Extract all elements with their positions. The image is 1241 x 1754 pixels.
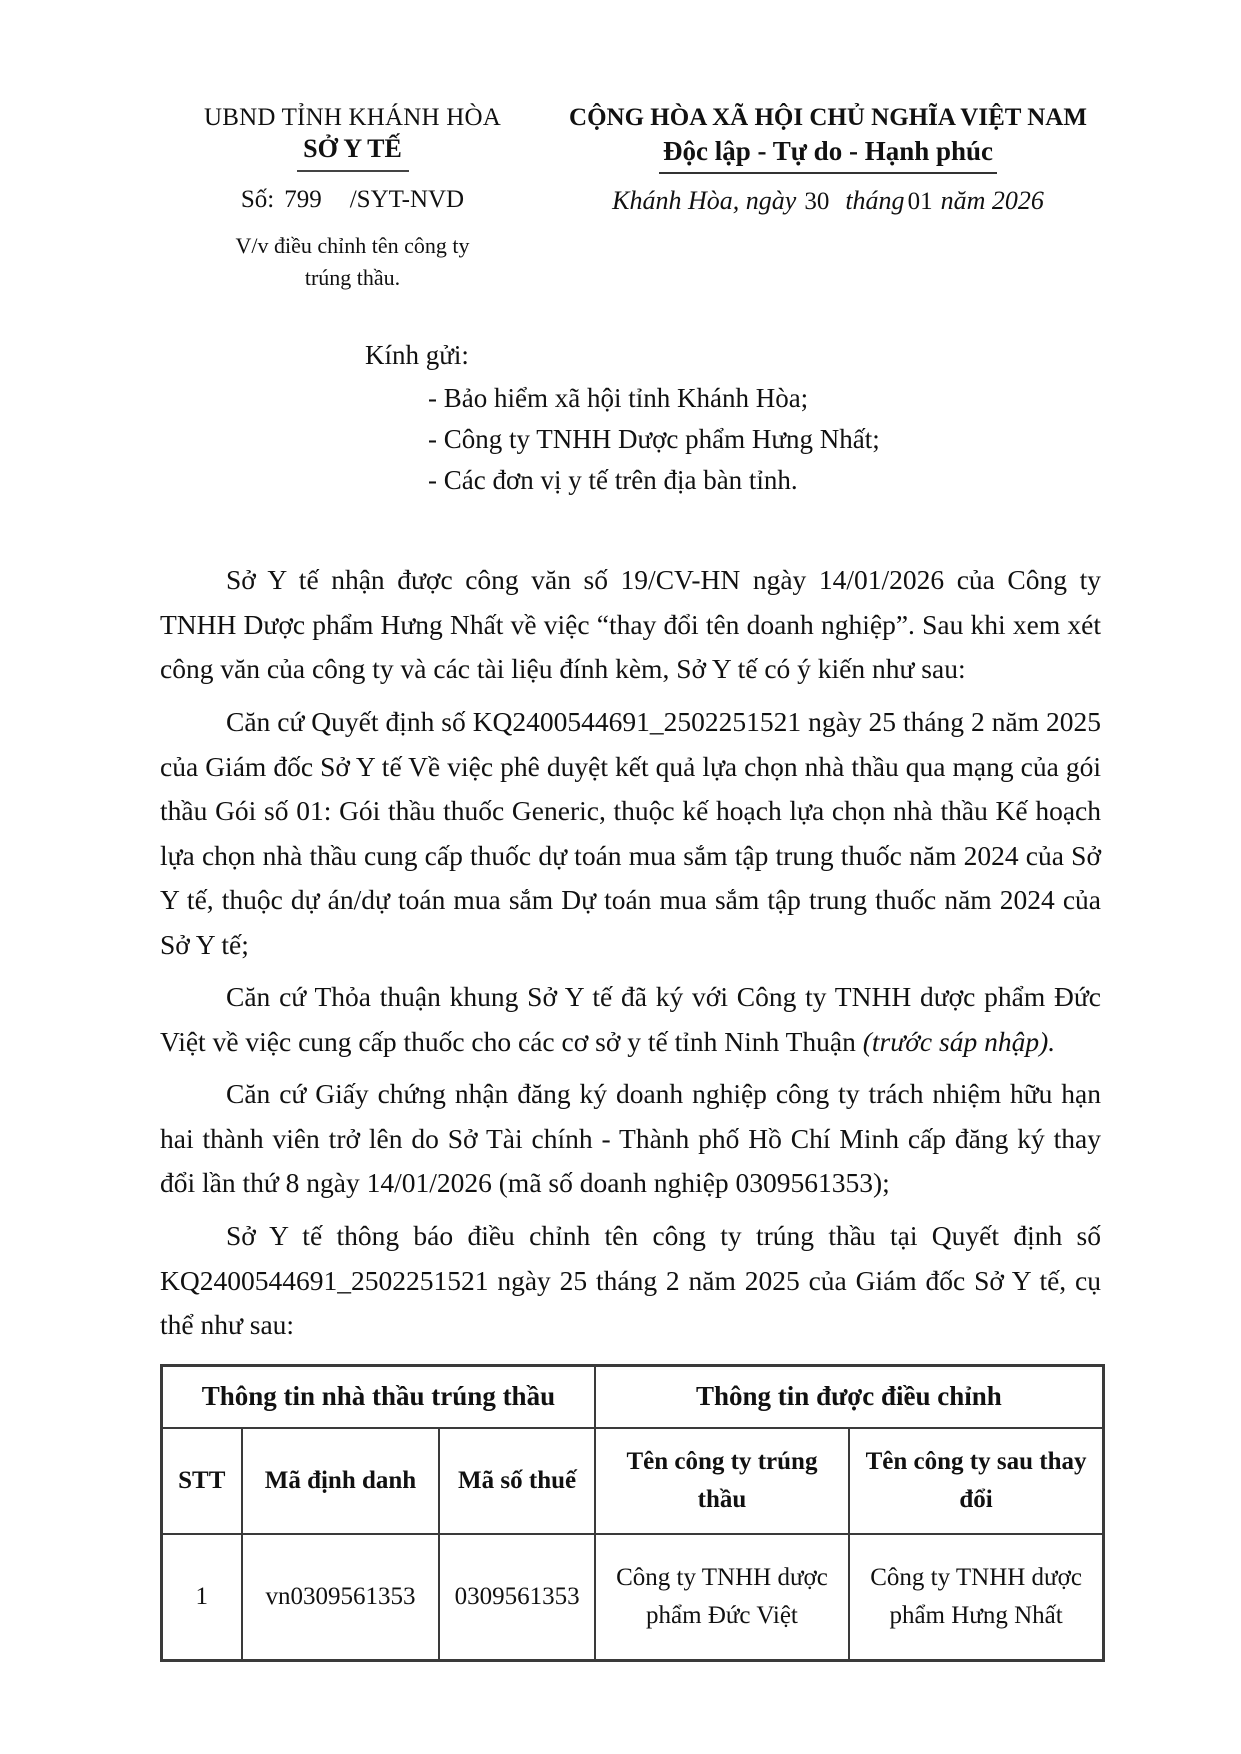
paragraph-text: Sở Y tế nhận được công văn số 19/CV-HN ngày 14/01/2026 của Công ty TNHH Dược phẩm Hưng Nhất về việc “thay đổi tên doanh nghiệp”. Sau khi xem xét công văn của công ty và các tài liệu đính kèm, Sở Y tế có ý kiến như sau: (160, 564, 1101, 685)
place-day-label: Khánh Hòa, ngày (612, 186, 797, 215)
cell-ten-cong-ty-sau-thay-doi: Công ty TNHH dược phẩm Hưng Nhất (849, 1534, 1103, 1661)
merged-header-adjusted-info: Thông tin được điều chỉnh (595, 1365, 1104, 1428)
column-header-ma-so-thue: Mã số thuế (439, 1428, 594, 1534)
document-subject-line2: trúng thầu. (304, 264, 401, 290)
org-parent-name: UBND TỈNH KHÁNH HÒA (203, 104, 502, 131)
national-header-block (525, 104, 1101, 216)
body-paragraph (160, 558, 1101, 692)
document-subject (180, 230, 525, 294)
column-header-ten-cong-ty-trung-thau: Tên công ty trúng thầu (595, 1428, 849, 1534)
column-header-ma-dinh-danh: Mã định danh (242, 1428, 440, 1534)
date-year-label: năm (940, 186, 986, 215)
table-column-header-row (162, 1428, 1104, 1534)
body-paragraph (160, 700, 1101, 967)
date-month-label: tháng (845, 186, 905, 215)
cell-stt: 1 (162, 1534, 242, 1661)
document-number: 799 (284, 186, 322, 213)
document-body (160, 558, 1101, 1347)
cell-ma-dinh-danh: vn0309561353 (242, 1534, 440, 1661)
date-day: 30 (804, 188, 830, 215)
recipients-block (160, 336, 1101, 501)
national-title: CỘNG HÒA XÃ HỘI CHỦ NGHĨA VIỆT NAM (569, 104, 1087, 131)
body-paragraph (160, 1072, 1101, 1206)
date-year: 2026 (991, 186, 1044, 215)
recipients-list (428, 379, 1101, 500)
recipient-item: - Các đơn vị y tế trên địa bàn tỉnh. (428, 465, 798, 496)
cell-ma-so-thue: 0309561353 (439, 1534, 594, 1661)
column-header-ten-cong-ty-sau-thay-doi: Tên công ty sau thay đổi (849, 1428, 1103, 1534)
recipients-label: Kính gửi: (365, 339, 469, 370)
paragraph-text: Căn cứ Thỏa thuận khung Sở Y tế đã ký với Công ty TNHH dược phẩm Đức Việt về việc cung cấp thuốc cho các cơ sở y tế tỉnh Ninh Thuận (160, 981, 1101, 1057)
place-date-line (555, 186, 1101, 216)
paragraph-text: Sở Y tế thông báo điều chỉnh tên công ty trúng thầu tại Quyết định số KQ2400544691_2502251521 ngày 25 tháng 2 năm 2025 của Giám đốc Sở Y tế, cụ thể như sau: (160, 1220, 1101, 1341)
column-header-stt: STT (162, 1428, 242, 1534)
merged-header-contractor-info: Thông tin nhà thầu trúng thầu (162, 1365, 595, 1428)
table-merged-header-row (162, 1365, 1104, 1428)
paragraph-text: Căn cứ Giấy chứng nhận đăng ký doanh nghiệp công ty trách nhiệm hữu hạn hai thành viên trở lên do Sở Tài chính - Thành phố Hồ Chí Minh cấp đăng ký thay đổi lần thứ 8 ngày 14/01/2026 (mã số doanh nghiệp 0309561353); (160, 1078, 1101, 1199)
issuing-org-block (160, 104, 525, 294)
body-paragraph (160, 975, 1101, 1064)
document-number-suffix: /SYT-NVD (349, 186, 465, 213)
org-name-underline (297, 170, 409, 172)
national-motto: Độc lập - Tự do - Hạnh phúc (659, 136, 997, 174)
recipient-item: - Công ty TNHH Dược phẩm Hưng Nhất; (428, 424, 880, 455)
body-paragraph (160, 1214, 1101, 1348)
document-number-label: Số: (240, 186, 275, 213)
paragraph-italic-text: (trước sáp nhập). (862, 1025, 1056, 1057)
org-name: SỞ Y TẾ (303, 134, 402, 163)
document-subject-line1: V/v điều chỉnh tên công ty (235, 233, 470, 258)
document-header (160, 104, 1101, 294)
paragraph-text: Căn cứ Quyết định số KQ2400544691_2502251521 ngày 25 tháng 2 năm 2025 của Giám đốc Sở Y tế Về việc phê duyệt kết quả lựa chọn nhà thầu qua mạng của gói thầu Gói số 01: Gói thầu thuốc Generic, thuộc kế hoạch lựa chọn nhà thầu Kế hoạch lựa chọn nhà thầu cung cấp thuốc dự toán mua sắm tập trung thuốc năm 2024 của Sở Y tế, thuộc dự án/dự toán mua sắm Dự toán mua sắm tập trung thuốc năm 2024 của Sở Y tế; (160, 705, 1101, 960)
date-month: 01 (907, 188, 933, 215)
table-row (162, 1534, 1104, 1661)
contractor-adjustment-table (160, 1364, 1105, 1662)
document-number-line (180, 186, 525, 214)
cell-ten-cong-ty-trung-thau: Công ty TNHH dược phẩm Đức Việt (595, 1534, 849, 1661)
recipient-item: - Bảo hiểm xã hội tỉnh Khánh Hòa; (428, 382, 809, 413)
